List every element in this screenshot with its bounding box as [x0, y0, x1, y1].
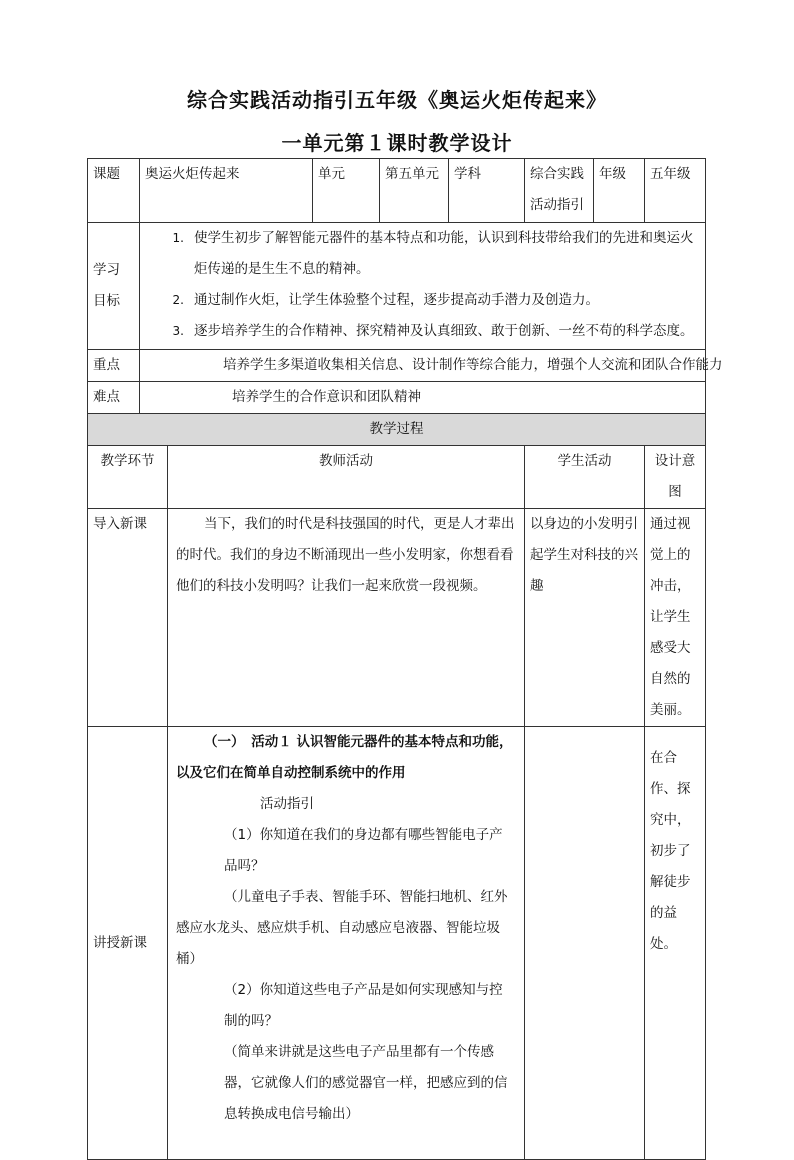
document-title-line1: 综合实践活动指引五年级《奥运火炬传起来》: [187, 88, 607, 112]
goals-label: [88, 223, 140, 350]
main-stage: 讲授新课: [88, 727, 168, 1160]
unit-label: 单元: [313, 159, 380, 223]
activity-title: （一） 活动１ 认识智能元器件的基本特点和功能，以及它们在简单自动控制系统中的作用: [176, 734, 513, 781]
process-header-row: [88, 414, 706, 446]
subject-label: 学科: [449, 159, 525, 223]
main-row: [88, 727, 706, 1160]
col-stage: 教学环节: [88, 446, 168, 509]
goals-label-line2: 目标: [93, 293, 120, 309]
answer-2: （简单来讲就是这些电子产品里都有一个传感器，它就像人们的感觉器官一样，把感应到的信息转换成电信号输出）: [224, 1044, 508, 1122]
key-point-label: 重点: [88, 350, 140, 382]
grade-label: 年级: [594, 159, 645, 223]
lesson-plan-table: [87, 158, 723, 1160]
col-teacher: 教师活动: [168, 446, 525, 509]
activity-guide-label: 活动指引: [260, 796, 314, 812]
intro-stage: 导入新课: [88, 509, 168, 727]
topic-value: 奥运火炬传起来: [140, 159, 313, 223]
process-header: 教学过程: [88, 414, 706, 446]
goal-item: [140, 223, 705, 285]
document-title-line2: 一单元第１课时教学设计: [281, 131, 513, 155]
goal-text: 逐步培养学生的合作精神、探究精神及认真细致、敢于创新、一丝不苟的科学态度。: [194, 323, 694, 339]
goals-row: [88, 223, 706, 350]
column-header-row: [88, 446, 706, 509]
intro-row: [88, 509, 706, 727]
goal-number: 2.: [172, 293, 184, 307]
key-point-row: [88, 350, 706, 382]
main-student-activity: [525, 727, 645, 1160]
question-2: （2）你知道这些电子产品是如何实现感知与控制的吗？: [224, 982, 503, 1029]
difficulty-text: 培养学生的合作意识和团队精神: [140, 382, 706, 414]
difficulty-row: [88, 382, 706, 414]
intro-student-activity: 以身边的小发明引起学生对科技的兴趣: [525, 509, 645, 727]
main-teacher-activity: [168, 727, 525, 1160]
goal-item: [140, 285, 705, 316]
grade-value: 五年级: [645, 159, 706, 223]
goal-number: 1.: [172, 231, 184, 245]
col-student: 学生活动: [525, 446, 645, 509]
goal-text: 通过制作火炬，让学生体验整个过程，逐步提高动手潜力及创造力。: [194, 292, 599, 308]
goals-content: [140, 223, 706, 350]
subject-value: 综合实践活动指引: [525, 159, 594, 223]
unit-value: 第五单元: [380, 159, 449, 223]
intro-design-intent: 通过视觉上的冲击，让学生感受大自然的美丽。: [645, 509, 706, 727]
key-point-text: 培养学生多渠道收集相关信息、设计制作等综合能力，增强个人交流和团队合作能力: [140, 350, 706, 382]
intro-teacher-activity: 当下，我们的时代是科技强国的时代，更是人才辈出的时代。我们的身边不断涌现出一些小发明家，你想看看他们的科技小发明吗？让我们一起来欣赏一段视频。: [168, 509, 525, 727]
main-design-intent: 在合作、探究中，初步了解徒步的益处。: [645, 727, 706, 1160]
goal-number: 3.: [172, 324, 184, 338]
goal-text: 使学生初步了解智能元器件的基本特点和功能，认识到科技带给我们的先进和奥运火炬传递的是生生不息的精神。: [194, 230, 694, 277]
col-intent: 设计意图: [645, 446, 706, 509]
topic-label: 课题: [88, 159, 140, 223]
goals-label-line1: 学习: [93, 262, 120, 278]
answer-1: （儿童电子手表、智能手环、智能扫地机、红外感应水龙头、感应烘手机、自动感应皂液器、智能垃圾桶）: [176, 889, 508, 967]
goal-item: [140, 316, 705, 347]
header-row: [88, 159, 706, 223]
difficulty-label: 难点: [88, 382, 140, 414]
question-1: （1）你知道在我们的身边都有哪些智能电子产品吗？: [224, 827, 503, 874]
